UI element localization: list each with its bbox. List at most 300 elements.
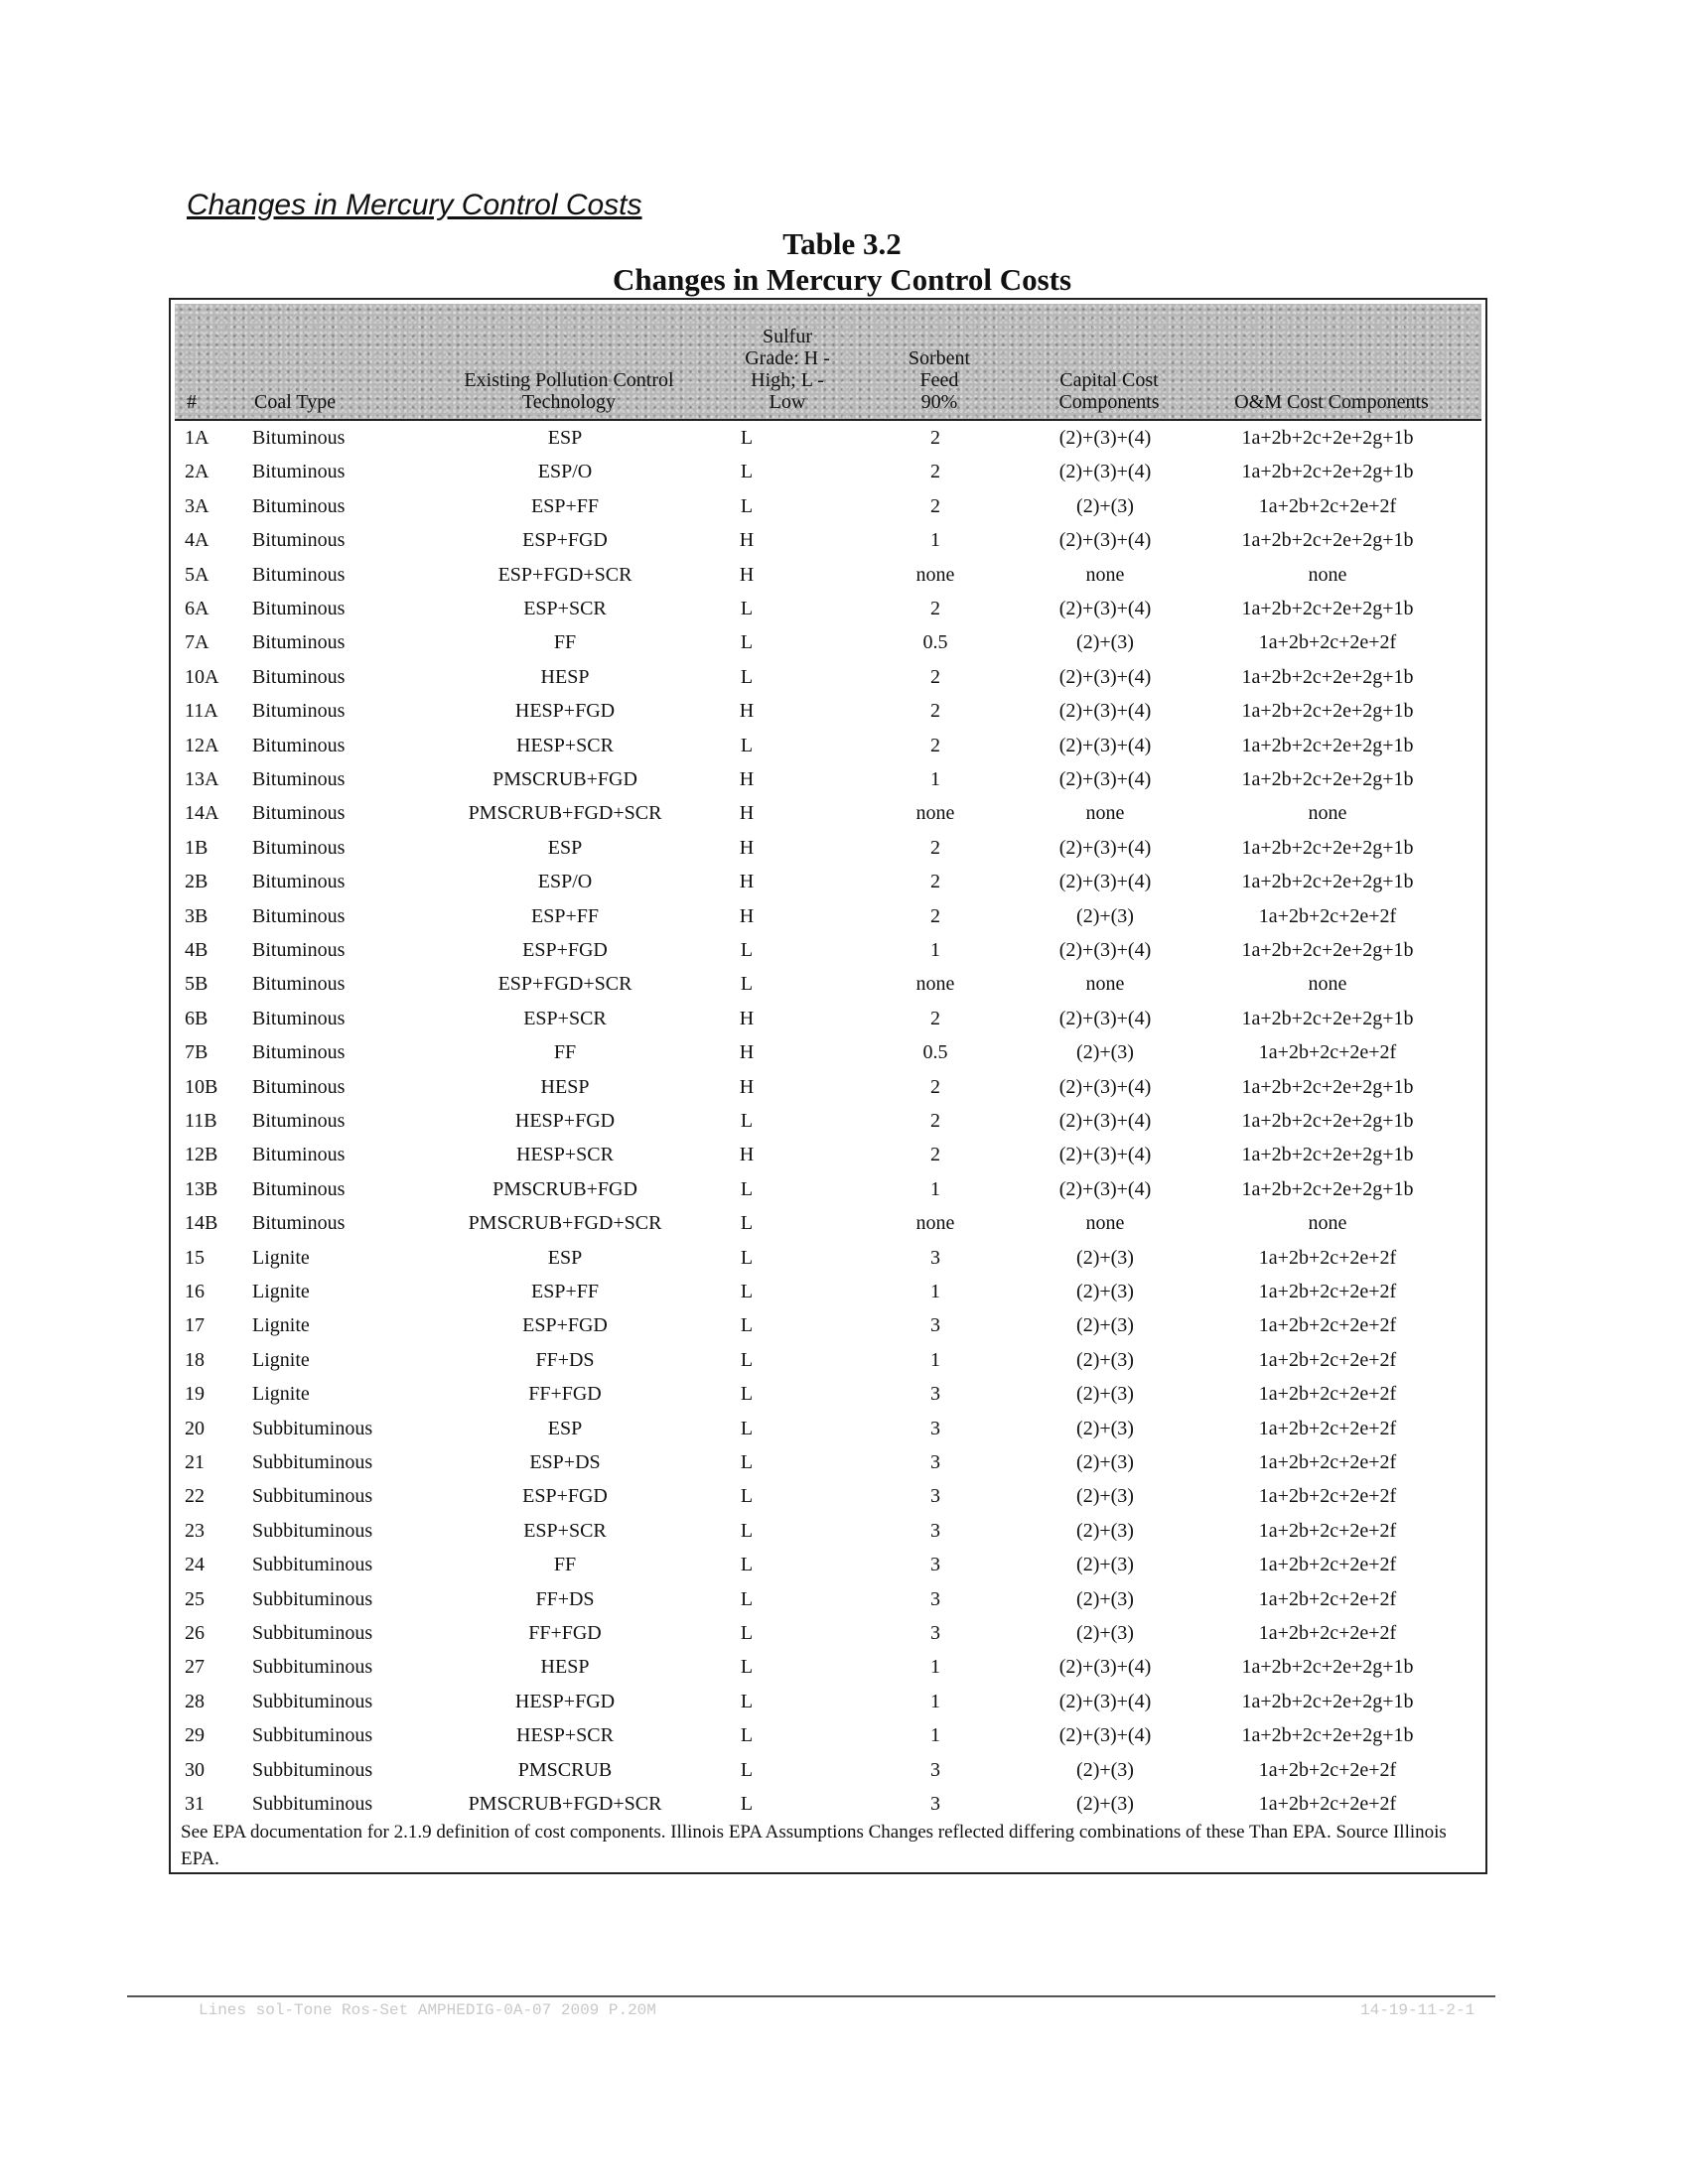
- row-coal-type: Bituminous: [252, 802, 346, 824]
- row-number: 28: [185, 1691, 205, 1712]
- row-coal-type: Bituminous: [252, 1008, 346, 1029]
- table-row: [171, 666, 1485, 700]
- table-row: [171, 939, 1485, 973]
- row-sulfur-grade: L: [740, 1656, 754, 1678]
- row-technology: PMSCRUB+FGD: [492, 1178, 637, 1200]
- row-capital-cost: none: [1085, 564, 1125, 586]
- row-sorbent-feed: 3: [930, 1485, 940, 1507]
- row-technology: ESP+FF: [531, 495, 599, 517]
- row-technology: ESP: [547, 427, 583, 449]
- row-capital-cost: (2)+(3)+(4): [1058, 1144, 1152, 1165]
- table-row: [171, 1588, 1485, 1622]
- row-coal-type: Lignite: [252, 1349, 310, 1371]
- row-om-cost: 1a+2b+2c+2e+2f: [1258, 1418, 1397, 1439]
- row-number: 17: [185, 1314, 205, 1336]
- row-sorbent-feed: 2: [930, 1076, 940, 1098]
- row-sorbent-feed: 0.5: [922, 1041, 948, 1063]
- row-sorbent-feed: 2: [930, 461, 940, 482]
- row-technology: ESP+SCR: [523, 1520, 607, 1542]
- row-coal-type: Bituminous: [252, 939, 346, 961]
- row-coal-type: Bituminous: [252, 1178, 346, 1200]
- table-row: [171, 1076, 1485, 1110]
- row-number: 14B: [185, 1212, 218, 1234]
- row-capital-cost: none: [1085, 973, 1125, 995]
- row-sulfur-grade: L: [740, 1212, 754, 1234]
- row-om-cost: 1a+2b+2c+2e+2g+1b: [1241, 461, 1414, 482]
- header-technology-line: Existing Pollution Control: [464, 369, 674, 391]
- row-sorbent-feed: 2: [930, 1008, 940, 1029]
- row-number: 2A: [185, 461, 210, 482]
- row-technology: ESP+FF: [531, 1281, 599, 1302]
- row-sorbent-feed: 0.5: [922, 631, 948, 653]
- row-om-cost: 1a+2b+2c+2e+2f: [1258, 905, 1397, 927]
- row-sulfur-grade: L: [740, 1793, 754, 1815]
- row-om-cost: none: [1308, 1212, 1347, 1234]
- header-sorbent-line: Sorbent: [908, 347, 971, 369]
- row-technology: ESP+FGD+SCR: [497, 564, 632, 586]
- row-capital-cost: (2)+(3)+(4): [1058, 735, 1152, 756]
- row-om-cost: 1a+2b+2c+2e+2f: [1258, 1485, 1397, 1507]
- row-coal-type: Bituminous: [252, 461, 346, 482]
- row-sorbent-feed: 1: [930, 768, 940, 790]
- row-technology: ESP+FGD: [522, 529, 608, 551]
- row-sulfur-grade: H: [739, 871, 755, 892]
- row-sulfur-grade: H: [739, 802, 755, 824]
- row-number: 13B: [185, 1178, 218, 1200]
- row-capital-cost: (2)+(3): [1076, 1520, 1134, 1542]
- row-capital-cost: (2)+(3): [1076, 1485, 1134, 1507]
- row-number: 3A: [185, 495, 210, 517]
- row-number: 26: [185, 1622, 205, 1644]
- row-sulfur-grade: L: [740, 735, 754, 756]
- row-technology: FF+DS: [535, 1588, 595, 1610]
- table-row: [171, 973, 1485, 1007]
- table-title: Changes in Mercury Control Costs: [612, 262, 1072, 297]
- row-capital-cost: (2)+(3)+(4): [1058, 529, 1152, 551]
- footer-page-id: 14-19-11-2-1: [1360, 2001, 1475, 2019]
- header-capital-line: Components: [1058, 391, 1160, 413]
- header-sorbent-feed: [880, 347, 999, 413]
- row-sorbent-feed: 2: [930, 598, 940, 619]
- row-sorbent-feed: 3: [930, 1622, 940, 1644]
- row-om-cost: none: [1308, 564, 1347, 586]
- row-number: 6A: [185, 598, 210, 619]
- row-number: 16: [185, 1281, 205, 1302]
- row-coal-type: Bituminous: [252, 837, 346, 859]
- table-row: [171, 905, 1485, 939]
- row-capital-cost: (2)+(3)+(4): [1058, 1110, 1152, 1132]
- table-row: [171, 802, 1485, 836]
- row-sulfur-grade: L: [740, 1178, 754, 1200]
- row-coal-type: Bituminous: [252, 973, 346, 995]
- table-row: [171, 1724, 1485, 1758]
- row-sulfur-grade: L: [740, 631, 754, 653]
- row-capital-cost: (2)+(3)+(4): [1058, 1008, 1152, 1029]
- row-capital-cost: (2)+(3)+(4): [1058, 427, 1152, 449]
- table-row: [171, 1281, 1485, 1314]
- row-coal-type: Bituminous: [252, 564, 346, 586]
- row-technology: HESP: [540, 1076, 590, 1098]
- row-coal-type: Bituminous: [252, 768, 346, 790]
- row-technology: ESP+FGD: [522, 1485, 608, 1507]
- row-om-cost: 1a+2b+2c+2e+2g+1b: [1241, 529, 1414, 551]
- row-technology: FF: [553, 631, 577, 653]
- row-om-cost: 1a+2b+2c+2e+2f: [1258, 1247, 1397, 1269]
- row-sorbent-feed: 1: [930, 1724, 940, 1746]
- header-om-cost: O&M Cost Components: [1234, 391, 1429, 413]
- table-row: [171, 1041, 1485, 1075]
- row-capital-cost: (2)+(3): [1076, 1793, 1134, 1815]
- row-sorbent-feed: 3: [930, 1383, 940, 1405]
- row-coal-type: Lignite: [252, 1281, 310, 1302]
- row-capital-cost: (2)+(3): [1076, 1554, 1134, 1575]
- row-technology: FF: [553, 1041, 577, 1063]
- table-row: [171, 427, 1485, 461]
- row-technology: ESP: [547, 837, 583, 859]
- row-sulfur-grade: L: [740, 427, 754, 449]
- row-coal-type: Subbituminous: [252, 1724, 373, 1746]
- row-sulfur-grade: L: [740, 1451, 754, 1473]
- row-om-cost: 1a+2b+2c+2e+2g+1b: [1241, 427, 1414, 449]
- header-sulfur-line: High; L -: [751, 369, 824, 391]
- row-capital-cost: (2)+(3)+(4): [1058, 1178, 1152, 1200]
- row-number: 5B: [185, 973, 209, 995]
- row-capital-cost: (2)+(3): [1076, 1281, 1134, 1302]
- section-heading: Changes in Mercury Control Costs: [187, 189, 642, 221]
- row-om-cost: 1a+2b+2c+2e+2f: [1258, 1622, 1397, 1644]
- row-om-cost: 1a+2b+2c+2e+2g+1b: [1241, 939, 1414, 961]
- row-om-cost: 1a+2b+2c+2e+2f: [1258, 1041, 1397, 1063]
- row-om-cost: 1a+2b+2c+2e+2g+1b: [1241, 666, 1414, 688]
- row-coal-type: Subbituminous: [252, 1485, 373, 1507]
- row-om-cost: 1a+2b+2c+2e+2f: [1258, 1314, 1397, 1336]
- row-number: 12B: [185, 1144, 218, 1165]
- row-technology: ESP+FF: [531, 905, 599, 927]
- row-sulfur-grade: L: [740, 1622, 754, 1644]
- table-row: [171, 1691, 1485, 1724]
- row-capital-cost: (2)+(3)+(4): [1058, 939, 1152, 961]
- row-sulfur-grade: L: [740, 1383, 754, 1405]
- table-row: [171, 1349, 1485, 1383]
- row-om-cost: 1a+2b+2c+2e+2f: [1258, 1520, 1397, 1542]
- row-number: 3B: [185, 905, 209, 927]
- row-capital-cost: (2)+(3)+(4): [1058, 871, 1152, 892]
- row-om-cost: 1a+2b+2c+2e+2g+1b: [1241, 1110, 1414, 1132]
- header-technology: [435, 369, 703, 413]
- row-sulfur-grade: L: [740, 939, 754, 961]
- row-sulfur-grade: L: [740, 1314, 754, 1336]
- row-sorbent-feed: 2: [930, 427, 940, 449]
- row-technology: ESP+DS: [529, 1451, 601, 1473]
- table-row: [171, 1383, 1485, 1417]
- row-sulfur-grade: H: [739, 1144, 755, 1165]
- row-coal-type: Lignite: [252, 1383, 310, 1405]
- row-coal-type: Subbituminous: [252, 1793, 373, 1815]
- row-om-cost: 1a+2b+2c+2e+2g+1b: [1241, 1656, 1414, 1678]
- row-om-cost: 1a+2b+2c+2e+2f: [1258, 1793, 1397, 1815]
- row-technology: ESP+FGD: [522, 1314, 608, 1336]
- table-row: [171, 598, 1485, 631]
- row-sulfur-grade: L: [740, 1110, 754, 1132]
- row-sorbent-feed: 3: [930, 1793, 940, 1815]
- row-capital-cost: (2)+(3): [1076, 1418, 1134, 1439]
- row-capital-cost: (2)+(3): [1076, 495, 1134, 517]
- row-om-cost: 1a+2b+2c+2e+2f: [1258, 1759, 1397, 1781]
- row-technology: HESP+FGD: [514, 1691, 616, 1712]
- row-technology: HESP+FGD: [514, 700, 616, 722]
- row-coal-type: Lignite: [252, 1247, 310, 1269]
- row-number: 10A: [185, 666, 219, 688]
- row-sorbent-feed: 3: [930, 1451, 940, 1473]
- row-coal-type: Subbituminous: [252, 1691, 373, 1712]
- table-row: [171, 1247, 1485, 1281]
- row-coal-type: Subbituminous: [252, 1656, 373, 1678]
- table-row: [171, 1110, 1485, 1144]
- row-number: 7B: [185, 1041, 209, 1063]
- row-sulfur-grade: H: [739, 564, 755, 586]
- row-sulfur-grade: L: [740, 1691, 754, 1712]
- row-om-cost: 1a+2b+2c+2e+2g+1b: [1241, 598, 1414, 619]
- row-technology: PMSCRUB: [517, 1759, 613, 1781]
- table-row: [171, 1656, 1485, 1690]
- row-om-cost: 1a+2b+2c+2e+2g+1b: [1241, 1724, 1414, 1746]
- header-technology-line: Technology: [521, 391, 617, 413]
- row-capital-cost: (2)+(3): [1076, 1588, 1134, 1610]
- row-coal-type: Bituminous: [252, 631, 346, 653]
- row-om-cost: none: [1308, 973, 1347, 995]
- header-sulfur-line: Sulfur: [763, 326, 812, 347]
- row-number: 31: [185, 1793, 205, 1815]
- row-capital-cost: (2)+(3): [1076, 1451, 1134, 1473]
- row-sulfur-grade: L: [740, 1247, 754, 1269]
- row-technology: FF+FGD: [528, 1383, 602, 1405]
- row-capital-cost: (2)+(3)+(4): [1058, 700, 1152, 722]
- row-sorbent-feed: 3: [930, 1554, 940, 1575]
- row-om-cost: 1a+2b+2c+2e+2g+1b: [1241, 1076, 1414, 1098]
- row-technology: FF+DS: [535, 1349, 595, 1371]
- table-row: [171, 1144, 1485, 1177]
- table-footnote: See EPA documentation for 2.1.9 definition of cost components. Illinois EPA Assumptions Changes reflected differing combinations of these Than EPA. Source Illinois EPA.: [181, 1822, 1447, 1869]
- row-number: 1B: [185, 837, 209, 859]
- row-capital-cost: none: [1085, 802, 1125, 824]
- row-capital-cost: (2)+(3): [1076, 1041, 1134, 1063]
- row-technology: ESP+SCR: [523, 598, 607, 619]
- row-capital-cost: (2)+(3)+(4): [1058, 598, 1152, 619]
- row-sulfur-grade: L: [740, 1554, 754, 1575]
- row-number: 1A: [185, 427, 210, 449]
- row-sulfur-grade: L: [740, 1281, 754, 1302]
- row-sorbent-feed: none: [915, 564, 955, 586]
- row-technology: ESP: [547, 1418, 583, 1439]
- row-number: 11A: [185, 700, 218, 722]
- row-technology: ESP/O: [537, 461, 593, 482]
- table-row: [171, 768, 1485, 802]
- row-sulfur-grade: L: [740, 666, 754, 688]
- row-sulfur-grade: H: [739, 700, 755, 722]
- row-coal-type: Bituminous: [252, 871, 346, 892]
- row-sulfur-grade: H: [739, 837, 755, 859]
- row-capital-cost: (2)+(3): [1076, 631, 1134, 653]
- row-coal-type: Subbituminous: [252, 1759, 373, 1781]
- row-coal-type: Subbituminous: [252, 1622, 373, 1644]
- row-om-cost: 1a+2b+2c+2e+2g+1b: [1241, 1691, 1414, 1712]
- row-om-cost: 1a+2b+2c+2e+2g+1b: [1241, 1144, 1414, 1165]
- row-technology: PMSCRUB+FGD+SCR: [468, 1212, 662, 1234]
- header-coal-type: Coal Type: [254, 391, 337, 413]
- row-sorbent-feed: 1: [930, 529, 940, 551]
- table-row: [171, 1554, 1485, 1587]
- table-row: [171, 1759, 1485, 1793]
- row-sulfur-grade: L: [740, 1759, 754, 1781]
- footer-document-id: Lines sol-Tone Ros-Set AMPHEDIG-0A-07 2009 P.20M: [199, 2001, 656, 2019]
- row-sulfur-grade: L: [740, 1724, 754, 1746]
- row-coal-type: Bituminous: [252, 735, 346, 756]
- row-sorbent-feed: 2: [930, 871, 940, 892]
- row-coal-type: Bituminous: [252, 1076, 346, 1098]
- table-row: [171, 871, 1485, 904]
- row-sorbent-feed: none: [915, 973, 955, 995]
- row-number: 2B: [185, 871, 209, 892]
- row-sorbent-feed: 1: [930, 1178, 940, 1200]
- header-capital-line: Capital Cost: [1059, 369, 1159, 391]
- row-capital-cost: (2)+(3): [1076, 1383, 1134, 1405]
- row-om-cost: 1a+2b+2c+2e+2g+1b: [1241, 1008, 1414, 1029]
- table-row: [171, 564, 1485, 598]
- row-coal-type: Bituminous: [252, 905, 346, 927]
- row-technology: PMSCRUB+FGD+SCR: [468, 802, 662, 824]
- row-sulfur-grade: H: [739, 1076, 755, 1098]
- row-capital-cost: (2)+(3): [1076, 1759, 1134, 1781]
- table-row: [171, 529, 1485, 563]
- row-technology: ESP: [547, 1247, 583, 1269]
- row-technology: HESP+FGD: [514, 1110, 616, 1132]
- row-sulfur-grade: H: [739, 768, 755, 790]
- row-technology: ESP+FGD+SCR: [497, 973, 632, 995]
- row-capital-cost: (2)+(3)+(4): [1058, 1656, 1152, 1678]
- row-sulfur-grade: H: [739, 905, 755, 927]
- row-om-cost: 1a+2b+2c+2e+2f: [1258, 1383, 1397, 1405]
- row-technology: ESP+SCR: [523, 1008, 607, 1029]
- row-capital-cost: (2)+(3): [1076, 905, 1134, 927]
- row-om-cost: 1a+2b+2c+2e+2g+1b: [1241, 700, 1414, 722]
- row-technology: PMSCRUB+FGD: [492, 768, 637, 790]
- row-capital-cost: (2)+(3): [1076, 1622, 1134, 1644]
- table-row: [171, 1451, 1485, 1485]
- table-row: [171, 700, 1485, 734]
- row-coal-type: Bituminous: [252, 1110, 346, 1132]
- row-sulfur-grade: H: [739, 529, 755, 551]
- table-row: [171, 1485, 1485, 1519]
- row-om-cost: 1a+2b+2c+2e+2g+1b: [1241, 1178, 1414, 1200]
- row-number: 22: [185, 1485, 205, 1507]
- table-row: [171, 1314, 1485, 1348]
- row-coal-type: Bituminous: [252, 666, 346, 688]
- row-om-cost: 1a+2b+2c+2e+2f: [1258, 1588, 1397, 1610]
- row-number: 5A: [185, 564, 210, 586]
- row-number: 4B: [185, 939, 209, 961]
- table-row: [171, 735, 1485, 768]
- table-row: [171, 495, 1485, 529]
- table-row: [171, 631, 1485, 665]
- row-om-cost: 1a+2b+2c+2e+2f: [1258, 495, 1397, 517]
- row-coal-type: Subbituminous: [252, 1554, 373, 1575]
- row-capital-cost: none: [1085, 1212, 1125, 1234]
- row-sorbent-feed: 2: [930, 700, 940, 722]
- row-capital-cost: (2)+(3): [1076, 1314, 1134, 1336]
- row-capital-cost: (2)+(3)+(4): [1058, 768, 1152, 790]
- row-sulfur-grade: L: [740, 495, 754, 517]
- row-capital-cost: (2)+(3)+(4): [1058, 666, 1152, 688]
- table-row: [171, 1212, 1485, 1246]
- row-number: 19: [185, 1383, 205, 1405]
- row-technology: HESP+SCR: [516, 1724, 614, 1746]
- row-capital-cost: (2)+(3): [1076, 1247, 1134, 1269]
- row-number: 7A: [185, 631, 210, 653]
- row-sorbent-feed: 2: [930, 666, 940, 688]
- table-row: [171, 837, 1485, 871]
- row-coal-type: Bituminous: [252, 598, 346, 619]
- row-sulfur-grade: L: [740, 1588, 754, 1610]
- row-om-cost: 1a+2b+2c+2e+2g+1b: [1241, 871, 1414, 892]
- table-row: [171, 1008, 1485, 1041]
- row-number: 13A: [185, 768, 219, 790]
- row-sorbent-feed: 3: [930, 1588, 940, 1610]
- row-om-cost: 1a+2b+2c+2e+2g+1b: [1241, 768, 1414, 790]
- table-row: [171, 1178, 1485, 1212]
- row-number: 6B: [185, 1008, 209, 1029]
- row-capital-cost: (2)+(3)+(4): [1058, 1691, 1152, 1712]
- row-coal-type: Bituminous: [252, 529, 346, 551]
- row-number: 23: [185, 1520, 205, 1542]
- row-coal-type: Bituminous: [252, 1144, 346, 1165]
- table-row: [171, 1622, 1485, 1656]
- row-sorbent-feed: 1: [930, 939, 940, 961]
- row-sulfur-grade: L: [740, 1418, 754, 1439]
- row-sorbent-feed: 2: [930, 735, 940, 756]
- row-coal-type: Subbituminous: [252, 1418, 373, 1439]
- row-coal-type: Bituminous: [252, 1212, 346, 1234]
- row-om-cost: none: [1308, 802, 1347, 824]
- row-coal-type: Subbituminous: [252, 1451, 373, 1473]
- row-coal-type: Bituminous: [252, 427, 346, 449]
- row-sorbent-feed: 1: [930, 1281, 940, 1302]
- header-sulfur-grade: [693, 326, 882, 413]
- row-technology: HESP+SCR: [516, 735, 614, 756]
- row-number: 30: [185, 1759, 205, 1781]
- row-number: 14A: [185, 802, 219, 824]
- row-capital-cost: (2)+(3)+(4): [1058, 837, 1152, 859]
- row-coal-type: Bituminous: [252, 700, 346, 722]
- header-sorbent-line: Feed: [919, 369, 959, 391]
- row-sorbent-feed: 3: [930, 1759, 940, 1781]
- table-row: [171, 1520, 1485, 1554]
- row-capital-cost: (2)+(3)+(4): [1058, 1724, 1152, 1746]
- row-sulfur-grade: L: [740, 1485, 754, 1507]
- row-capital-cost: (2)+(3)+(4): [1058, 1076, 1152, 1098]
- row-om-cost: 1a+2b+2c+2e+2g+1b: [1241, 735, 1414, 756]
- row-technology: HESP: [540, 1656, 590, 1678]
- row-number: 20: [185, 1418, 205, 1439]
- table-row: [171, 1418, 1485, 1451]
- row-sorbent-feed: 3: [930, 1314, 940, 1336]
- row-sulfur-grade: H: [739, 1008, 755, 1029]
- row-number: 10B: [185, 1076, 218, 1098]
- row-om-cost: 1a+2b+2c+2e+2f: [1258, 1451, 1397, 1473]
- row-number: 18: [185, 1349, 205, 1371]
- row-sorbent-feed: 2: [930, 495, 940, 517]
- row-number: 4A: [185, 529, 210, 551]
- table-number: Table 3.2: [782, 226, 902, 261]
